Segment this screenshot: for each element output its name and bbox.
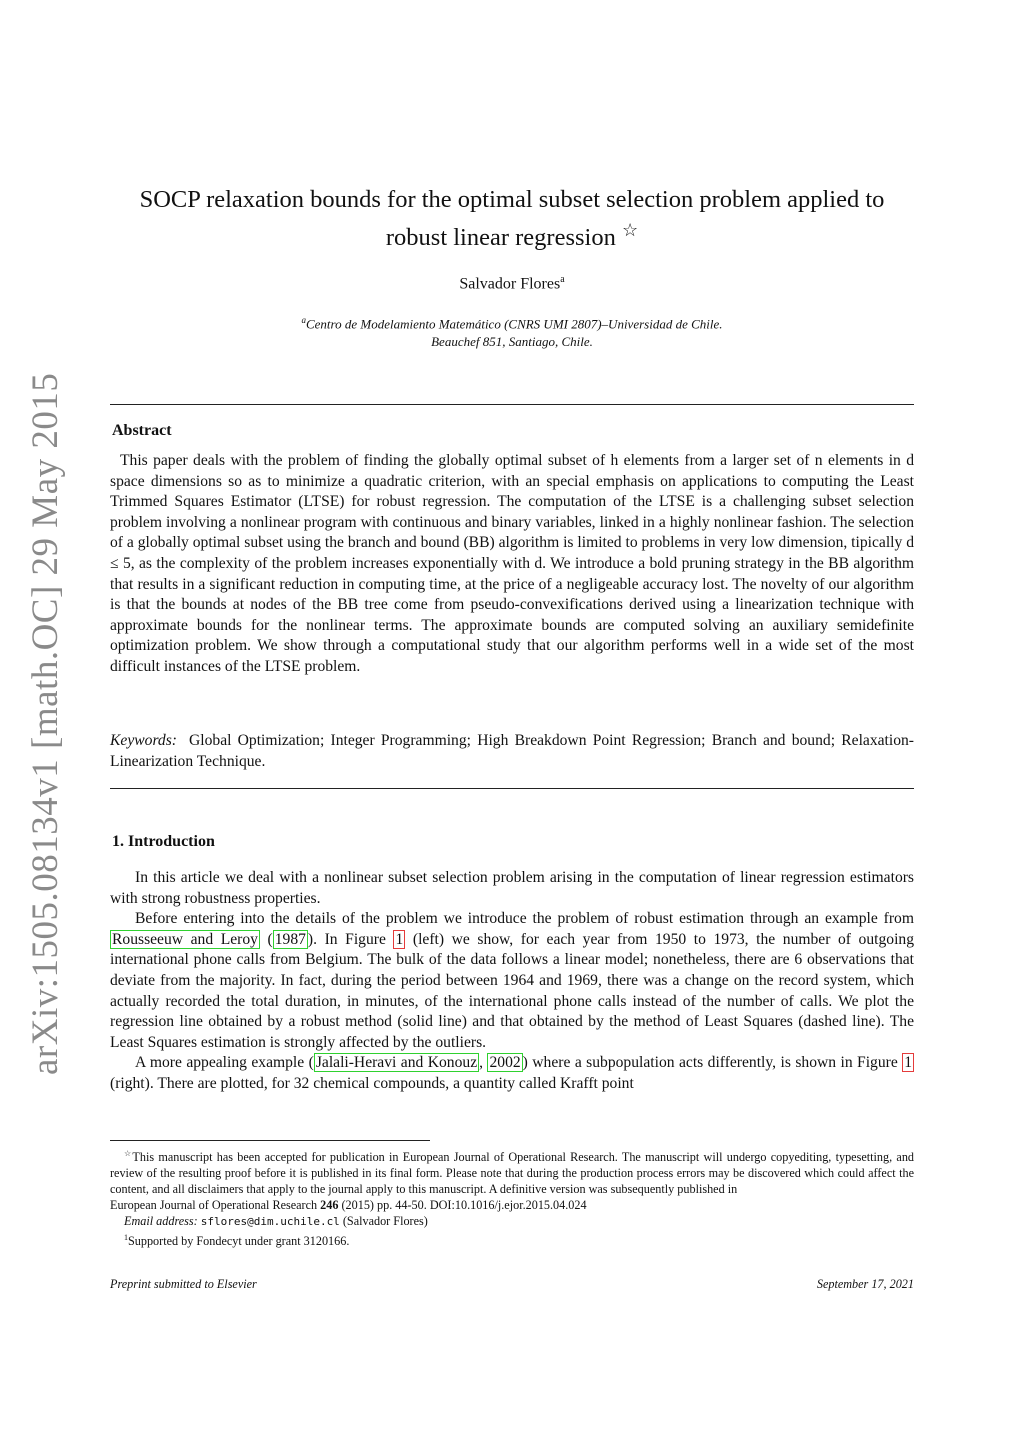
title-line-2: robust linear regression xyxy=(385,224,616,252)
intro-p2-text-a: Before entering into the details of the problem we introduce the problem of robust estimation through an example from xyxy=(135,910,914,928)
citation-link-jalali-heravi-konouz[interactable]: Jalali-Heravi and Konouz xyxy=(315,1054,478,1072)
arxiv-identifier: arXiv:1505.08134v1 [math.OC] 29 May 2015 xyxy=(25,372,66,1075)
abstract-bottom-rule xyxy=(110,788,914,789)
figure-ref-link-1[interactable]: 1 xyxy=(395,930,404,948)
footer-date: September 17, 2021 xyxy=(816,1277,914,1291)
affiliation-mark: a xyxy=(301,315,306,325)
intro-p3-text-b: ) where a subpopulation acts differently, is shown in Figure xyxy=(522,1054,898,1072)
keywords-label: Keywords: xyxy=(110,732,177,749)
author xyxy=(110,274,914,293)
intro-p3-separator: , xyxy=(479,1054,488,1072)
keywords xyxy=(110,731,914,772)
footnote-1-mark: 1 xyxy=(124,1233,128,1243)
intro-paragraph-3 xyxy=(110,1053,914,1094)
abstract-text: This paper deals with the problem of finding the globally optimal subset of h elements from a larger set of n elements in d space dimensions so as to minimize a quadratic criterion, with an special emphasis on applications to computing the Least Trimmed Squares Estimator (LTSE) for robust regression. The computation of the LTSE is a challenging subset selection problem involving a nonlinear program with continuous and binary variables, linked in a highly nonlinear fashion. The selection of a globally optimal subset using the branch and bound (BB) algorithm is limited to problems in very low dimension, tipically d ≤ 5, as the complexity of the problem increases exponentially with d. We introduce a bold pruning strategy in the BB algorithm that results in a significant reduction in computing time, at the price of a negligeable accuracy lost. The novelty of our algorithm is that the bounds at nodes of the BB tree come from pseudo-convexifications derived using a linearization technique with approximate bounds for the nonlinear terms. The approximate bounds are computed solving an auxiliary semidefinite optimization problem. We show through a computational study that our algorithm performs well in a wide set of the most difficult instances of the LTSE problem. xyxy=(110,452,914,675)
citation-link-year-2002[interactable]: 2002 xyxy=(489,1054,521,1072)
footnote-star-icon: ☆ xyxy=(124,1149,133,1158)
email-address-link[interactable]: sflores@dim.uchile.cl xyxy=(200,1215,340,1229)
introduction-body xyxy=(110,868,914,1095)
intro-p3-text-c: (right). There are plotted, for 32 chemical compounds, a quantity called Krafft point xyxy=(110,1074,634,1092)
author-affiliation-mark: a xyxy=(560,274,565,285)
affiliation-line-1: Centro de Modelamiento Matemático (CNRS UMI 2807)–Universidad de Chile. xyxy=(305,316,723,332)
intro-p2-text-b: . In Figure xyxy=(313,930,386,948)
journal-name: European Journal of Operational Research xyxy=(110,1198,318,1213)
journal-details: (2015) pp. 44-50. DOI:10.1016/j.ejor.2015.04.024 xyxy=(341,1198,587,1213)
intro-p2-text-c: (left) we show, for each year from 1950 to 1973, the number of outgoing international phone calls from Belgium. The bulk of the data follows a linear model; nonetheless, there are 6 observations that deviate from the majority. In fact, during the period between 1964 and 1969, there was a change on the record system, which actually recorded the total duration, in minutes, of the international phone calls instead of the number of calls. We plot the regression line obtained by a robust method (solid line) and that obtained by the method of Least Squares (dashed line). The Least Squares estimation is strongly affected by the outliers. xyxy=(110,930,915,1051)
affiliation-line-2: Beauchef 851, Santiago, Chile. xyxy=(431,334,593,350)
footnote-star-text: This manuscript has been accepted for publication in European Journal of Operational Research. The manuscript will undergo copyediting, typesetting, and review of the resulting proof before it is published in its final form. Please note that during the production process errors may be discovered which could affect the content, and all disclaimers that apply to the journal apply to this manuscript. A definitive version was subsequently published in xyxy=(110,1150,915,1197)
affiliation xyxy=(110,311,914,351)
author-name: Salvador Flores xyxy=(459,275,561,293)
footnote-1 xyxy=(110,1230,914,1249)
footnote-star xyxy=(110,1146,914,1197)
title-line-1: SOCP relaxation bounds for the optimal subset selection problem applied to xyxy=(139,186,885,213)
title-footnote-star-icon[interactable]: ☆ xyxy=(621,220,639,240)
footnote-rule xyxy=(110,1140,430,1141)
footnote-journal xyxy=(110,1197,914,1213)
journal-volume: 246 xyxy=(320,1198,339,1213)
footer-preprint-note: Preprint submitted to Elsevier xyxy=(110,1277,257,1291)
figure-ref-link-1b[interactable]: 1 xyxy=(904,1054,913,1072)
footnote-1-text: Supported by Fondecyt under grant 3120166. xyxy=(128,1234,350,1249)
section-heading-introduction: 1. Introduction xyxy=(112,833,215,850)
email-owner: (Salvador Flores) xyxy=(342,1214,428,1229)
abstract-heading: Abstract xyxy=(112,422,172,439)
footnote-email xyxy=(110,1213,914,1230)
email-label: Email address: xyxy=(124,1214,198,1229)
intro-paragraph-1: In this article we deal with a nonlinear subset selection problem arising in the computation of linear regression estimators with strong robustness properties. xyxy=(110,869,914,907)
keywords-text: Global Optimization; Integer Programming; High Breakdown Point Regression; Branch and bound; Relaxation-Linearization Technique. xyxy=(110,732,914,770)
citation-link-rousseeuw-leroy[interactable]: Rousseeuw and Leroy xyxy=(112,930,258,948)
abstract-top-rule xyxy=(110,404,914,405)
intro-p3-text-a: A more appealing example ( xyxy=(135,1054,314,1072)
footnotes xyxy=(110,1146,914,1249)
citation-link-year-1987[interactable]: 1987 xyxy=(274,930,306,948)
intro-paragraph-2: Before entering into the details of the problem we introduce the problem of robust estimation through an example from Rousseeuw and Leroy ( 1987 ). In Figure 1 (left) we show, for each year from 1950 to 1973, the number of outgoing international phone calls from Belgium. The bulk of the data follows a linear model; nonetheless, there are 6 observations that deviate from the majority. In fact, during the period between 1964 and 1969, there was a change on the record system, which actually recorded the total duration, in minutes, of the international phone calls instead of the number of calls. We plot the regression line obtained by a robust method (solid line) and that obtained by the method of Least Squares (dashed line). The Least Squares estimation is strongly affected by the outliers. xyxy=(110,910,915,1051)
paper-title xyxy=(110,184,914,253)
